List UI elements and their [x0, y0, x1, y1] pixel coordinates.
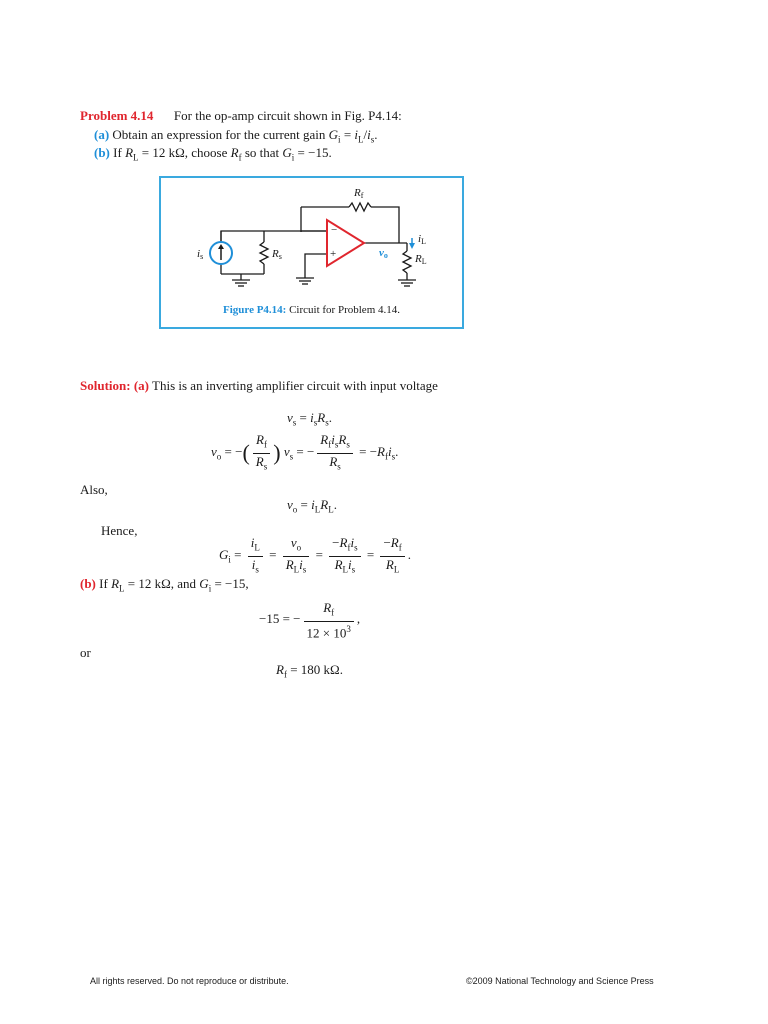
- label-rs: Rs: [272, 248, 282, 261]
- resistor-rs: [260, 242, 268, 264]
- equation-vo: $v_o$ = −( $\frac{R_f}{R_s}$ ) $v_s$ = − $\frac{R_fi_sR_s}{R_s}$ = $-R_fi_s$.: [211, 432, 399, 472]
- solution-or: or: [80, 645, 91, 660]
- solution-label: Solution:: [80, 378, 131, 393]
- solution-heading: [80, 378, 438, 394]
- part-a-label: (a): [94, 127, 110, 142]
- solution-part-b-label: (b): [80, 576, 96, 591]
- equation-vo-il: $v_o = i_LR_L$.: [287, 497, 337, 515]
- wire-plus-input: [305, 254, 327, 278]
- wire-feedback-right: [371, 207, 399, 243]
- figure-caption-text: Circuit for Problem 4.14.: [289, 304, 400, 316]
- solution-part-b-text: If: [99, 576, 108, 591]
- result-text: = 180 kΩ.: [290, 662, 343, 677]
- ground-left-icon: [232, 280, 250, 286]
- solution-part-a-label: (a): [133, 378, 149, 393]
- part-b-text-1: If: [113, 145, 122, 160]
- label-rf: Rf: [354, 187, 364, 200]
- part-b-label: (b): [94, 145, 110, 160]
- equation-gi: $G_i$ = $\frac{i_L}{i_s}$ = $\frac{v_o}{R_Li_s}$ = $\frac{-R_fi_s}{R_Li_s}$ = $\frac{-R_f}{R_L}$ .: [219, 535, 411, 575]
- label-il: iL: [418, 233, 426, 246]
- part-a-text: Obtain an expression for the current gain: [112, 127, 326, 142]
- label-vo: vo: [379, 247, 388, 260]
- il-arrow-icon: [409, 238, 415, 249]
- part-b-text-2: , choose: [184, 145, 228, 160]
- footer-left: All rights reserved. Do not reproduce or distribute.: [90, 976, 289, 986]
- opamp-plus-sign: +: [330, 248, 337, 260]
- equation-minus15: −15 = − $\frac{R_f}{12 \times 10^3}$ ,: [259, 600, 361, 640]
- opamp-minus-sign: −: [331, 224, 338, 236]
- current-source-icon: [210, 242, 232, 264]
- resistor-rl: [403, 251, 411, 273]
- equation-vs: $v_s = i_sR_s$.: [287, 410, 332, 428]
- solution-part-b-and: , and: [170, 576, 197, 591]
- ground-mid-icon: [296, 278, 314, 284]
- problem-heading: [80, 108, 402, 124]
- figure-label: Figure P4.14:: [223, 304, 287, 316]
- problem-part-a: (a) Obtain an expression for the current gain $G_i = i_L/i_s$.: [94, 127, 378, 145]
- problem-label: Problem 4.14: [80, 108, 154, 123]
- solution-hence: Hence,: [101, 523, 138, 538]
- resistor-rf: [349, 203, 371, 211]
- solution-also: Also,: [80, 482, 108, 497]
- equation-rf-result: $R_f = 180$ kΩ.: [276, 662, 343, 680]
- ground-right-icon: [398, 280, 416, 286]
- problem-part-b: (b) If $R_L = 12$ kΩ, choose $R_f$ so that $G_i = -15$.: [94, 145, 332, 163]
- footer-right: ©2009 National Technology and Science Press: [466, 976, 654, 986]
- solution-part-b: (b) If $R_L = 12$ kΩ, and $G_i = -15$,: [80, 576, 249, 594]
- part-b-text-3: so that: [244, 145, 280, 160]
- problem-intro: For the op-amp circuit shown in Fig. P4.14:: [173, 108, 402, 123]
- solution-part-a-text: This is an inverting amplifier circuit with input voltage: [152, 378, 438, 393]
- label-rl: RL: [415, 253, 427, 266]
- label-is: is: [197, 248, 204, 261]
- figure-caption: [159, 304, 464, 316]
